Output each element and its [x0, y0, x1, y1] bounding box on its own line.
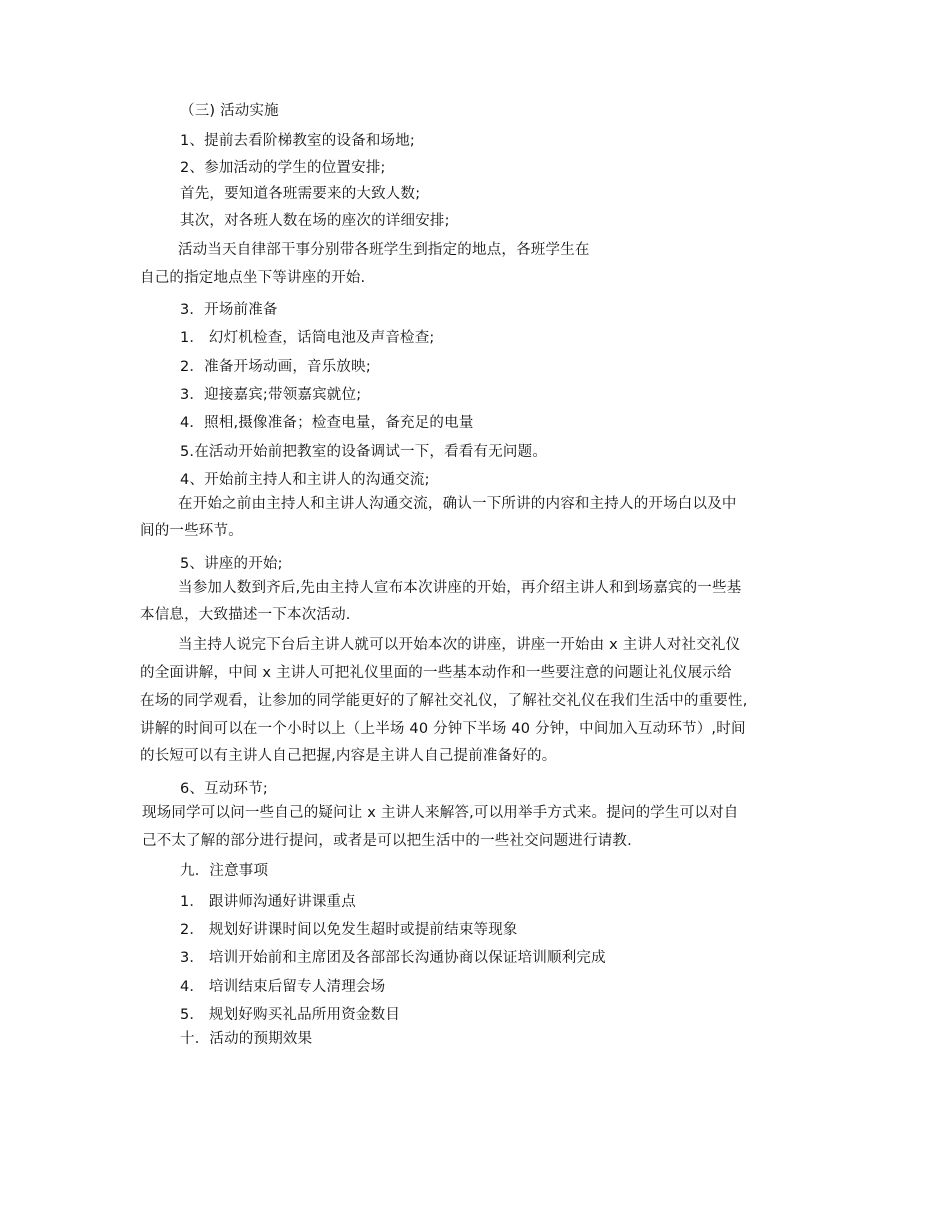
paragraph-line: 现场同学可以问一些自己的疑问让 x 主讲人来解答,可以用举手方式来。提问的学生可以对自	[142, 805, 739, 821]
paragraph-line: 4、开始前主持人和主讲人的沟通交流;	[180, 472, 430, 488]
section-heading-notes: 九．注意事项	[180, 863, 269, 879]
paragraph-line: 1、提前去看阶梯教室的设备和场地;	[180, 133, 416, 149]
paragraph-line: 自己的指定地点坐下等讲座的开始.	[140, 270, 366, 286]
paragraph-line: 首先，要知道各班需要来的大致人数;	[180, 186, 421, 202]
paragraph-line: 活动当天自律部干事分别带各班学生到指定的地点，各班学生在	[178, 242, 590, 258]
list-item: 4． 培训结束后留专人清理会场	[180, 979, 386, 995]
list-item: 1． 跟讲师沟通好讲课重点	[180, 894, 356, 910]
paragraph-line: 讲解的时间可以在一个小时以上（上半场 40 分钟下半场 40 分钟，中间加入互动环节）,时间	[140, 721, 746, 737]
section-heading-expected-effect: 十．活动的预期效果	[180, 1031, 313, 1047]
list-item: 2． 规划好讲课时间以免发生超时或提前结束等现象	[180, 922, 518, 938]
paragraph-line: 在场的同学观看，让参加的同学能更好的了解社交礼仪，了解社交礼仪在我们生活中的重要性,	[140, 693, 748, 709]
paragraph-line: 当主持人说完下台后主讲人就可以开始本次的讲座，讲座一开始由 x 主讲人对社交礼仪	[178, 637, 741, 653]
list-item: 2．准备开场动画，音乐放映;	[180, 359, 371, 375]
paragraph-line: 己不太了解的部分进行提问，或者是可以把生活中的一些社交问题进行请教.	[142, 833, 632, 849]
paragraph-line: 5、讲座的开始;	[180, 556, 283, 572]
list-item: 3．迎接嘉宾;带领嘉宾就位;	[180, 387, 362, 403]
paragraph-line: 2、参加活动的学生的位置安排;	[180, 160, 386, 176]
paragraph-line: 在开始之前由主持人和主讲人沟通交流，确认一下所讲的内容和主持人的开场白以及中	[178, 496, 737, 512]
paragraph-line: 间的一些环节。	[140, 523, 243, 539]
list-item: 5.在活动开始前把教室的设备调试一下，看看有无问题。	[180, 444, 548, 460]
paragraph-line: 的长短可以有主讲人自己把握,内容是主讲人自己提前准备好的。	[140, 748, 557, 764]
paragraph-line: 当参加人数到齐后,先由主持人宣布本次讲座的开始，再介绍主讲人和到场嘉宾的一些基	[178, 580, 742, 596]
list-item: 4．照相,摄像准备；检查电量，备充足的电量	[180, 415, 474, 431]
paragraph-line: 6、互动环节;	[180, 781, 269, 797]
section-heading-preparation: 3．开场前准备	[180, 302, 278, 318]
list-item: 3． 培训开始前和主席团及各部部长沟通协商以保证培训顺利完成	[180, 950, 606, 966]
paragraph-line: 本信息，大致描述一下本次活动.	[140, 607, 351, 623]
list-item: 1． 幻灯机检查，话筒电池及声音检查;	[180, 330, 435, 346]
list-item: 5． 规划好购买礼品所用资金数目	[180, 1007, 401, 1023]
section-heading-activity-implementation: （三) 活动实施	[180, 103, 279, 119]
paragraph-line: 其次，对各班人数在场的座次的详细安排;	[180, 213, 450, 229]
paragraph-line: 的全面讲解，中间 x 主讲人可把礼仪里面的一些基本动作和一些要注意的问题让礼仪展示给	[140, 665, 732, 681]
